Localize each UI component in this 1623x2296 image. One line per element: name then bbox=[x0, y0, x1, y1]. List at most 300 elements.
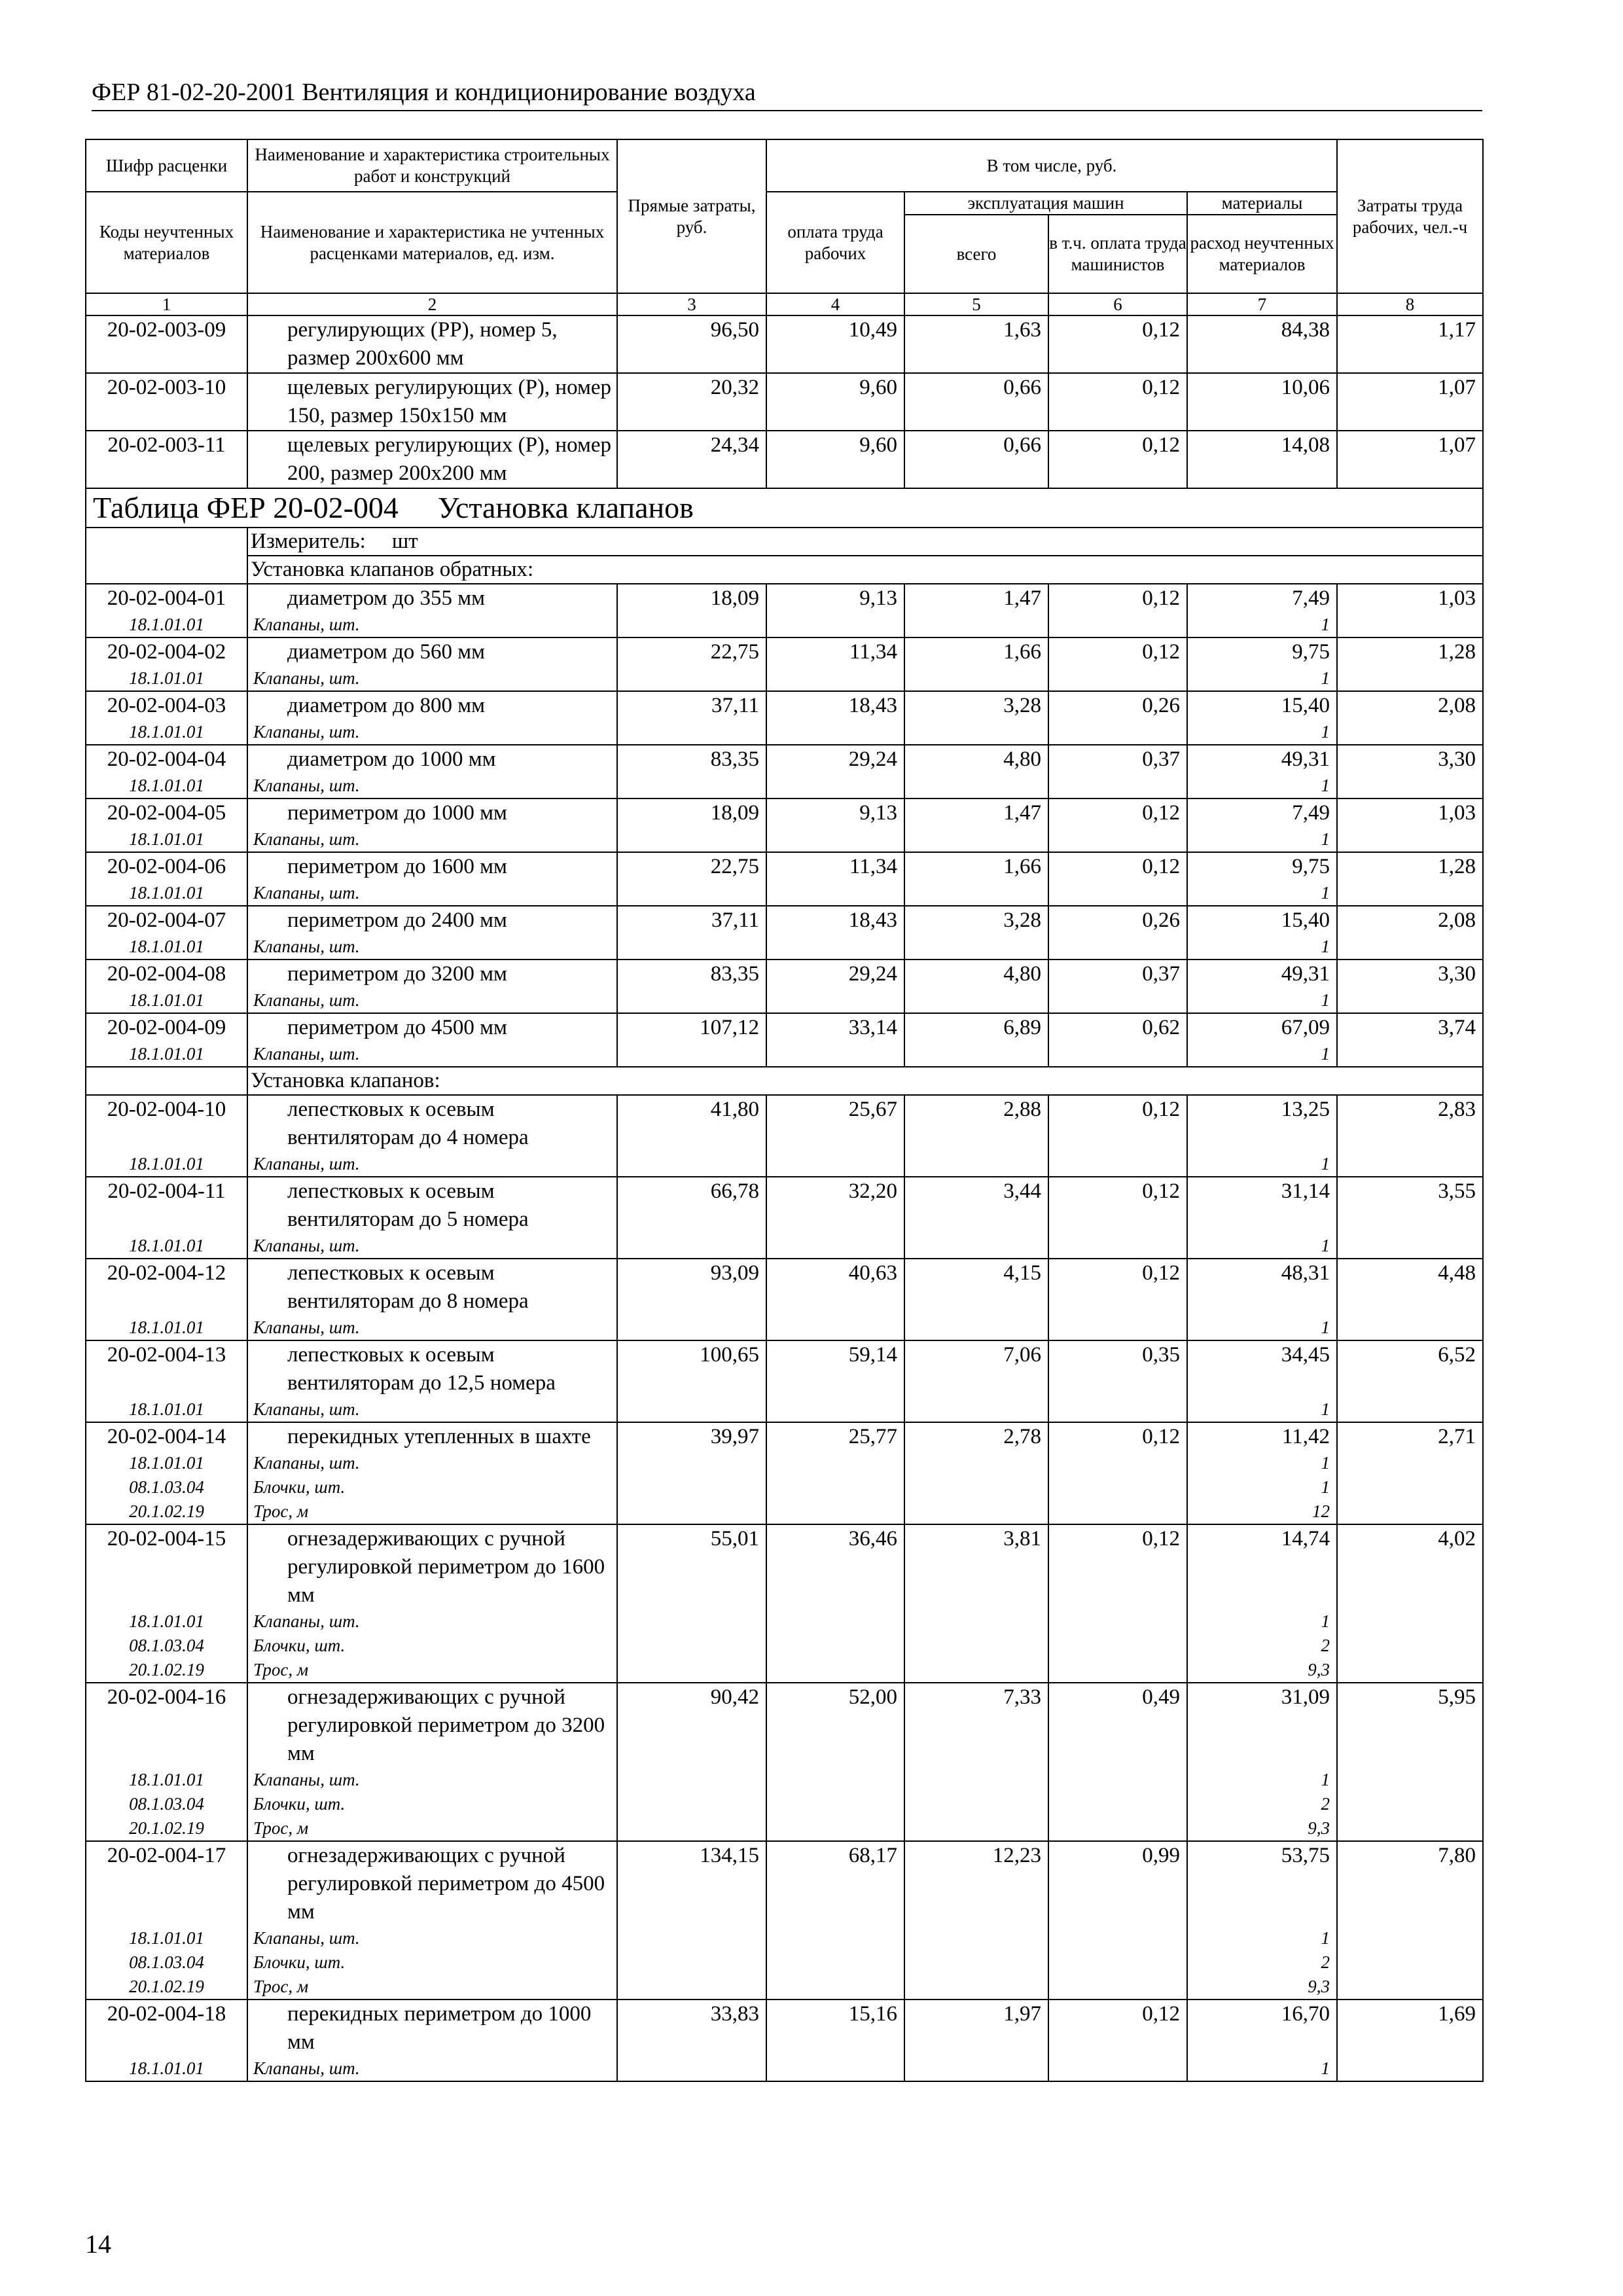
material-qty: 1 bbox=[1187, 720, 1337, 745]
labor-pay: 18,43 bbox=[766, 691, 904, 745]
work-name: перекидных периметром до 1000 мм bbox=[247, 2000, 617, 2056]
labor-pay: 40,63 bbox=[766, 1259, 904, 1340]
rate-code: 20-02-004-11 bbox=[86, 1177, 247, 1234]
materials-cost: 9,75 bbox=[1187, 637, 1337, 666]
page-number: 14 bbox=[85, 2229, 111, 2259]
direct-cost: 83,35 bbox=[617, 960, 766, 1013]
material-qty: 1 bbox=[1187, 1451, 1337, 1475]
labor-pay: 9,60 bbox=[766, 373, 904, 431]
col-machines-header: эксплуатация машин bbox=[904, 192, 1187, 215]
labor-pay: 52,00 bbox=[766, 1683, 904, 1841]
group2-header bbox=[86, 1067, 1483, 1095]
direct-cost: 66,78 bbox=[617, 1177, 766, 1259]
machines-labor-pay: 0,12 bbox=[1048, 1422, 1187, 1524]
material-code: 18.1.01.01 bbox=[86, 881, 247, 906]
section-title bbox=[86, 488, 1483, 528]
labor-hours: 2,08 bbox=[1337, 691, 1483, 745]
work-name: лепестковых к осевым вентиляторам до 8 номера bbox=[247, 1259, 617, 1316]
work-name: периметром до 2400 мм bbox=[247, 906, 617, 935]
material-code: 18.1.01.01 bbox=[86, 1042, 247, 1067]
machines-total: 1,47 bbox=[904, 584, 1048, 637]
material-code: 18.1.01.01 bbox=[86, 935, 247, 960]
material-name: Клапаны, шт. bbox=[247, 1926, 617, 1950]
labor-hours: 1,28 bbox=[1337, 637, 1483, 691]
material-name: Клапаны, шт. bbox=[247, 1609, 617, 1634]
direct-cost: 107,12 bbox=[617, 1013, 766, 1067]
col-labor-header: Затраты труда рабочих, чел.-ч bbox=[1337, 139, 1483, 293]
machines-labor-pay: 0,12 bbox=[1048, 2000, 1187, 2081]
material-name: Трос, м bbox=[247, 1658, 617, 1683]
material-code: 18.1.01.01 bbox=[86, 1234, 247, 1259]
labor-hours: 2,83 bbox=[1337, 1095, 1483, 1177]
col-mat-use-header: расход неучтенных материалов bbox=[1187, 215, 1337, 293]
labor-pay: 10,49 bbox=[766, 315, 904, 373]
material-code: 18.1.01.01 bbox=[86, 1926, 247, 1950]
rate-code: 20-02-004-10 bbox=[86, 1095, 247, 1152]
labor-hours: 2,08 bbox=[1337, 906, 1483, 960]
machines-total: 1,66 bbox=[904, 637, 1048, 691]
material-qty: 1 bbox=[1187, 1609, 1337, 1634]
labor-pay: 18,43 bbox=[766, 906, 904, 960]
col-direct-header: Прямые затраты, руб. bbox=[617, 139, 766, 293]
direct-cost: 90,42 bbox=[617, 1683, 766, 1841]
table-row bbox=[86, 1259, 1483, 1316]
machines-total: 2,88 bbox=[904, 1095, 1048, 1177]
labor-hours: 1,17 bbox=[1337, 315, 1483, 373]
labor-pay: 9,13 bbox=[766, 584, 904, 637]
work-name: диаметром до 355 мм bbox=[247, 584, 617, 613]
labor-hours: 3,30 bbox=[1337, 745, 1483, 798]
machines-total: 4,15 bbox=[904, 1259, 1048, 1340]
material-qty: 9,3 bbox=[1187, 1816, 1337, 1841]
rate-code: 20-02-004-16 bbox=[86, 1683, 247, 1768]
group-title: Установка клапанов обратных: bbox=[247, 556, 1483, 584]
rate-code: 20-02-004-06 bbox=[86, 852, 247, 881]
material-code: 18.1.01.01 bbox=[86, 1316, 247, 1340]
work-name: диаметром до 560 мм bbox=[247, 637, 617, 666]
measure-line bbox=[247, 528, 1483, 556]
direct-cost: 39,97 bbox=[617, 1422, 766, 1524]
table-row bbox=[86, 1422, 1483, 1451]
labor-pay: 32,20 bbox=[766, 1177, 904, 1259]
machines-labor-pay: 0,12 bbox=[1048, 584, 1187, 637]
labor-hours: 1,69 bbox=[1337, 2000, 1483, 2081]
material-qty: 1 bbox=[1187, 827, 1337, 852]
material-name: Клапаны, шт. bbox=[247, 666, 617, 691]
materials-cost: 84,38 bbox=[1187, 315, 1337, 373]
material-name: Клапаны, шт. bbox=[247, 1042, 617, 1067]
machines-total: 3,44 bbox=[904, 1177, 1048, 1259]
work-name: перекидных утепленных в шахте bbox=[247, 1422, 617, 1451]
material-name: Блочки, шт. bbox=[247, 1950, 617, 1975]
machines-total: 4,80 bbox=[904, 960, 1048, 1013]
materials-cost: 48,31 bbox=[1187, 1259, 1337, 1316]
materials-cost: 7,49 bbox=[1187, 584, 1337, 613]
direct-cost: 55,01 bbox=[617, 1524, 766, 1683]
materials-cost: 31,09 bbox=[1187, 1683, 1337, 1768]
table-row bbox=[86, 960, 1483, 988]
table-row bbox=[86, 852, 1483, 881]
material-code: 18.1.01.01 bbox=[86, 1152, 247, 1177]
direct-cost: 33,83 bbox=[617, 2000, 766, 2081]
material-qty: 1 bbox=[1187, 1397, 1337, 1422]
col-mname-header: Наименование и характеристика не учтенных расценками материалов, ед. изм. bbox=[247, 192, 617, 293]
material-code: 18.1.01.01 bbox=[86, 1451, 247, 1475]
labor-hours: 3,74 bbox=[1337, 1013, 1483, 1067]
labor-pay: 11,34 bbox=[766, 852, 904, 906]
measure-label: Измеритель: bbox=[251, 529, 366, 553]
machines-total: 12,23 bbox=[904, 1841, 1048, 2000]
machines-labor-pay: 0,12 bbox=[1048, 373, 1187, 431]
machines-labor-pay: 0,12 bbox=[1048, 1259, 1187, 1340]
material-name: Трос, м bbox=[247, 1816, 617, 1841]
rate-code: 20-02-004-04 bbox=[86, 745, 247, 774]
col-number: 3 bbox=[617, 293, 766, 315]
machines-total: 7,33 bbox=[904, 1683, 1048, 1841]
material-name: Трос, м bbox=[247, 1499, 617, 1524]
labor-pay: 36,46 bbox=[766, 1524, 904, 1683]
labor-pay: 29,24 bbox=[766, 960, 904, 1013]
material-name: Клапаны, шт. bbox=[247, 1768, 617, 1792]
machines-labor-pay: 0,12 bbox=[1048, 431, 1187, 488]
labor-pay: 11,34 bbox=[766, 637, 904, 691]
machines-total: 3,28 bbox=[904, 906, 1048, 960]
table-row bbox=[86, 691, 1483, 720]
table-row bbox=[86, 1683, 1483, 1768]
labor-hours: 1,28 bbox=[1337, 852, 1483, 906]
table-row bbox=[86, 637, 1483, 666]
direct-cost: 37,11 bbox=[617, 906, 766, 960]
machines-total: 0,66 bbox=[904, 431, 1048, 488]
rate-code: 20-02-004-14 bbox=[86, 1422, 247, 1451]
col-code-header: Шифр расценки bbox=[86, 139, 247, 192]
machines-total: 4,80 bbox=[904, 745, 1048, 798]
machines-labor-pay: 0,37 bbox=[1048, 960, 1187, 1013]
machines-labor-pay: 0,49 bbox=[1048, 1683, 1187, 1841]
materials-cost: 14,74 bbox=[1187, 1524, 1337, 1609]
machines-labor-pay: 0,12 bbox=[1048, 798, 1187, 852]
materials-cost: 13,25 bbox=[1187, 1095, 1337, 1152]
rate-code: 20-02-004-07 bbox=[86, 906, 247, 935]
rate-code: 20-02-003-11 bbox=[86, 431, 247, 488]
rate-code: 20-02-004-05 bbox=[86, 798, 247, 827]
materials-cost: 7,49 bbox=[1187, 798, 1337, 827]
material-qty: 1 bbox=[1187, 1152, 1337, 1177]
machines-total: 0,66 bbox=[904, 373, 1048, 431]
labor-hours: 3,30 bbox=[1337, 960, 1483, 1013]
col-mach-pay-header: в т.ч. оплата труда машинистов bbox=[1048, 215, 1187, 293]
material-code: 18.1.01.01 bbox=[86, 774, 247, 798]
material-code: 08.1.03.04 bbox=[86, 1792, 247, 1816]
group1-rows bbox=[86, 584, 1483, 1067]
col-number: 2 bbox=[247, 293, 617, 315]
materials-cost: 15,40 bbox=[1187, 906, 1337, 935]
material-code: 20.1.02.19 bbox=[86, 1499, 247, 1524]
material-name: Клапаны, шт. bbox=[247, 935, 617, 960]
materials-cost: 10,06 bbox=[1187, 373, 1337, 431]
material-qty: 1 bbox=[1187, 1926, 1337, 1950]
materials-cost: 9,75 bbox=[1187, 852, 1337, 881]
machines-labor-pay: 0,35 bbox=[1048, 1340, 1187, 1422]
col-number: 6 bbox=[1048, 293, 1187, 315]
material-name: Клапаны, шт. bbox=[247, 1451, 617, 1475]
direct-cost: 22,75 bbox=[617, 637, 766, 691]
material-name: Клапаны, шт. bbox=[247, 720, 617, 745]
running-head: ФЕР 81-02-20-2001 Вентиляция и кондиционирование воздуха bbox=[92, 77, 1482, 111]
material-name: Клапаны, шт. bbox=[247, 1316, 617, 1340]
material-qty: 1 bbox=[1187, 2056, 1337, 2081]
materials-cost: 34,45 bbox=[1187, 1340, 1337, 1397]
work-name: огнезадерживающих с ручной регулировкой периметром до 3200 мм bbox=[247, 1683, 617, 1768]
table-row bbox=[86, 1177, 1483, 1234]
materials-cost: 15,40 bbox=[1187, 691, 1337, 720]
material-code: 20.1.02.19 bbox=[86, 1816, 247, 1841]
material-name: Клапаны, шт. bbox=[247, 1234, 617, 1259]
material-code: 18.1.01.01 bbox=[86, 613, 247, 637]
material-name: Клапаны, шт. bbox=[247, 988, 617, 1013]
labor-hours: 1,03 bbox=[1337, 798, 1483, 852]
materials-cost: 14,08 bbox=[1187, 431, 1337, 488]
materials-cost: 16,70 bbox=[1187, 2000, 1337, 2056]
material-qty: 9,3 bbox=[1187, 1975, 1337, 2000]
col-number: 5 bbox=[904, 293, 1048, 315]
labor-pay: 9,13 bbox=[766, 798, 904, 852]
labor-pay: 15,16 bbox=[766, 2000, 904, 2081]
machines-labor-pay: 0,62 bbox=[1048, 1013, 1187, 1067]
table-row bbox=[86, 373, 1483, 431]
material-qty: 2 bbox=[1187, 1950, 1337, 1975]
table-row bbox=[86, 1095, 1483, 1152]
material-qty: 1 bbox=[1187, 774, 1337, 798]
work-name: щелевых регулирующих (Р), номер 200, размер 200х200 мм bbox=[247, 431, 617, 488]
rate-code: 20-02-004-13 bbox=[86, 1340, 247, 1397]
direct-cost: 134,15 bbox=[617, 1841, 766, 2000]
col-mcode-header: Коды неучтенных материалов bbox=[86, 192, 247, 293]
price-table bbox=[85, 139, 1484, 2082]
section-header bbox=[86, 488, 1483, 584]
labor-hours: 1,07 bbox=[1337, 373, 1483, 431]
materials-cost: 11,42 bbox=[1187, 1422, 1337, 1451]
machines-labor-pay: 0,37 bbox=[1048, 745, 1187, 798]
direct-cost: 83,35 bbox=[617, 745, 766, 798]
work-name: периметром до 3200 мм bbox=[247, 960, 617, 988]
table-row bbox=[86, 1841, 1483, 1926]
rate-code: 20-02-003-10 bbox=[86, 373, 247, 431]
material-name: Клапаны, шт. bbox=[247, 1397, 617, 1422]
machines-labor-pay: 0,12 bbox=[1048, 1177, 1187, 1259]
work-name: регулирующих (РР), номер 5, размер 200х600 мм bbox=[247, 315, 617, 373]
work-name: щелевых регулирующих (Р), номер 150, размер 150х150 мм bbox=[247, 373, 617, 431]
material-name: Клапаны, шт. bbox=[247, 1152, 617, 1177]
labor-hours: 1,07 bbox=[1337, 431, 1483, 488]
table-row bbox=[86, 1340, 1483, 1397]
table-header bbox=[86, 139, 1483, 315]
work-name: периметром до 1000 мм bbox=[247, 798, 617, 827]
direct-cost: 22,75 bbox=[617, 852, 766, 906]
direct-cost: 41,80 bbox=[617, 1095, 766, 1177]
material-code: 08.1.03.04 bbox=[86, 1475, 247, 1499]
material-qty: 2 bbox=[1187, 1792, 1337, 1816]
group-title: Установка клапанов: bbox=[247, 1067, 1483, 1095]
material-qty: 1 bbox=[1187, 1768, 1337, 1792]
direct-cost: 93,09 bbox=[617, 1259, 766, 1340]
labor-hours: 1,03 bbox=[1337, 584, 1483, 637]
material-code: 18.1.01.01 bbox=[86, 1768, 247, 1792]
machines-labor-pay: 0,12 bbox=[1048, 1524, 1187, 1683]
col-mach-total-header: всего bbox=[904, 215, 1048, 293]
table-row bbox=[86, 2000, 1483, 2056]
direct-cost: 100,65 bbox=[617, 1340, 766, 1422]
materials-cost: 53,75 bbox=[1187, 1841, 1337, 1926]
col-number: 7 bbox=[1187, 293, 1337, 315]
material-code: 08.1.03.04 bbox=[86, 1950, 247, 1975]
direct-cost: 20,32 bbox=[617, 373, 766, 431]
material-code: 18.1.01.01 bbox=[86, 720, 247, 745]
table-row bbox=[86, 315, 1483, 373]
direct-cost: 18,09 bbox=[617, 798, 766, 852]
work-name: периметром до 1600 мм bbox=[247, 852, 617, 881]
col-number: 4 bbox=[766, 293, 904, 315]
material-qty: 1 bbox=[1187, 1316, 1337, 1340]
machines-total: 7,06 bbox=[904, 1340, 1048, 1422]
materials-cost: 67,09 bbox=[1187, 1013, 1337, 1042]
material-code: 18.1.01.01 bbox=[86, 666, 247, 691]
machines-total: 1,97 bbox=[904, 2000, 1048, 2081]
material-qty: 9,3 bbox=[1187, 1658, 1337, 1683]
rate-code: 20-02-004-03 bbox=[86, 691, 247, 720]
machines-total: 1,66 bbox=[904, 852, 1048, 906]
table-row bbox=[86, 1524, 1483, 1609]
material-name: Блочки, шт. bbox=[247, 1634, 617, 1658]
rate-code: 20-02-004-12 bbox=[86, 1259, 247, 1316]
material-code: 18.1.01.01 bbox=[86, 1609, 247, 1634]
material-qty: 1 bbox=[1187, 881, 1337, 906]
material-code: 20.1.02.19 bbox=[86, 1975, 247, 2000]
col-including-header: В том числе, руб. bbox=[766, 139, 1337, 192]
col-number: 1 bbox=[86, 293, 247, 315]
labor-hours: 2,71 bbox=[1337, 1422, 1483, 1524]
material-code: 18.1.01.01 bbox=[86, 988, 247, 1013]
labor-pay: 9,60 bbox=[766, 431, 904, 488]
material-qty: 12 bbox=[1187, 1499, 1337, 1524]
rate-code: 20-02-004-02 bbox=[86, 637, 247, 666]
materials-cost: 49,31 bbox=[1187, 745, 1337, 774]
work-name: периметром до 4500 мм bbox=[247, 1013, 617, 1042]
material-code: 18.1.01.01 bbox=[86, 2056, 247, 2081]
labor-hours: 4,48 bbox=[1337, 1259, 1483, 1340]
material-qty: 1 bbox=[1187, 1234, 1337, 1259]
top-rows bbox=[86, 315, 1483, 488]
material-name: Блочки, шт. bbox=[247, 1475, 617, 1499]
col-number: 8 bbox=[1337, 293, 1483, 315]
table-row bbox=[86, 431, 1483, 488]
col-pay-header: оплата труда рабочих bbox=[766, 192, 904, 293]
material-name: Трос, м bbox=[247, 1975, 617, 2000]
labor-hours: 4,02 bbox=[1337, 1524, 1483, 1683]
labor-hours: 5,95 bbox=[1337, 1683, 1483, 1841]
machines-total: 3,81 bbox=[904, 1524, 1048, 1683]
rate-code: 20-02-004-01 bbox=[86, 584, 247, 613]
machines-labor-pay: 0,12 bbox=[1048, 637, 1187, 691]
labor-pay: 68,17 bbox=[766, 1841, 904, 2000]
material-name: Клапаны, шт. bbox=[247, 613, 617, 637]
material-qty: 1 bbox=[1187, 1042, 1337, 1067]
work-name: огнезадерживающих с ручной регулировкой периметром до 1600 мм bbox=[247, 1524, 617, 1609]
material-name: Клапаны, шт. bbox=[247, 2056, 617, 2081]
rate-code: 20-02-004-17 bbox=[86, 1841, 247, 1926]
rate-code: 20-02-003-09 bbox=[86, 315, 247, 373]
direct-cost: 24,34 bbox=[617, 431, 766, 488]
material-code: 20.1.02.19 bbox=[86, 1658, 247, 1683]
machines-total: 3,28 bbox=[904, 691, 1048, 745]
col-name-header: Наименование и характеристика строительных работ и конструкций bbox=[247, 139, 617, 192]
material-name: Клапаны, шт. bbox=[247, 774, 617, 798]
work-name: лепестковых к осевым вентиляторам до 5 номера bbox=[247, 1177, 617, 1234]
labor-pay: 25,67 bbox=[766, 1095, 904, 1177]
column-numbers-row bbox=[86, 293, 1483, 315]
materials-cost: 31,14 bbox=[1187, 1177, 1337, 1234]
machines-labor-pay: 0,12 bbox=[1048, 1095, 1187, 1177]
rate-code: 20-02-004-18 bbox=[86, 2000, 247, 2056]
work-name: диаметром до 800 мм bbox=[247, 691, 617, 720]
direct-cost: 96,50 bbox=[617, 315, 766, 373]
labor-pay: 29,24 bbox=[766, 745, 904, 798]
work-name: лепестковых к осевым вентиляторам до 4 номера bbox=[247, 1095, 617, 1152]
material-code: 08.1.03.04 bbox=[86, 1634, 247, 1658]
section-name: Установка клапанов bbox=[437, 491, 694, 524]
measure-unit: шт bbox=[391, 529, 418, 553]
material-name: Клапаны, шт. bbox=[247, 881, 617, 906]
table-row bbox=[86, 584, 1483, 613]
material-qty: 1 bbox=[1187, 935, 1337, 960]
machines-labor-pay: 0,12 bbox=[1048, 852, 1187, 906]
table-row bbox=[86, 798, 1483, 827]
material-qty: 1 bbox=[1187, 988, 1337, 1013]
section-table-label: Таблица ФЕР 20-02-004 bbox=[93, 491, 399, 524]
table-row bbox=[86, 745, 1483, 774]
table-row bbox=[86, 1013, 1483, 1042]
material-qty: 1 bbox=[1187, 1475, 1337, 1499]
material-qty: 2 bbox=[1187, 1634, 1337, 1658]
machines-total: 1,63 bbox=[904, 315, 1048, 373]
labor-pay: 59,14 bbox=[766, 1340, 904, 1422]
work-name: огнезадерживающих с ручной регулировкой периметром до 4500 мм bbox=[247, 1841, 617, 1926]
machines-total: 6,89 bbox=[904, 1013, 1048, 1067]
group2-rows bbox=[86, 1095, 1483, 2081]
machines-labor-pay: 0,26 bbox=[1048, 906, 1187, 960]
direct-cost: 37,11 bbox=[617, 691, 766, 745]
labor-hours: 6,52 bbox=[1337, 1340, 1483, 1422]
materials-cost: 49,31 bbox=[1187, 960, 1337, 988]
material-name: Блочки, шт. bbox=[247, 1792, 617, 1816]
direct-cost: 18,09 bbox=[617, 584, 766, 637]
material-code: 18.1.01.01 bbox=[86, 827, 247, 852]
labor-pay: 33,14 bbox=[766, 1013, 904, 1067]
machines-labor-pay: 0,26 bbox=[1048, 691, 1187, 745]
material-qty: 1 bbox=[1187, 666, 1337, 691]
machines-total: 1,47 bbox=[904, 798, 1048, 852]
machines-labor-pay: 0,12 bbox=[1048, 315, 1187, 373]
machines-labor-pay: 0,99 bbox=[1048, 1841, 1187, 2000]
col-materials-header: материалы bbox=[1187, 192, 1337, 215]
labor-hours: 7,80 bbox=[1337, 1841, 1483, 2000]
material-qty: 1 bbox=[1187, 613, 1337, 637]
work-name: лепестковых к осевым вентиляторам до 12,5 номера bbox=[247, 1340, 617, 1397]
labor-hours: 3,55 bbox=[1337, 1177, 1483, 1259]
rate-code: 20-02-004-15 bbox=[86, 1524, 247, 1609]
machines-total: 2,78 bbox=[904, 1422, 1048, 1524]
work-name: диаметром до 1000 мм bbox=[247, 745, 617, 774]
